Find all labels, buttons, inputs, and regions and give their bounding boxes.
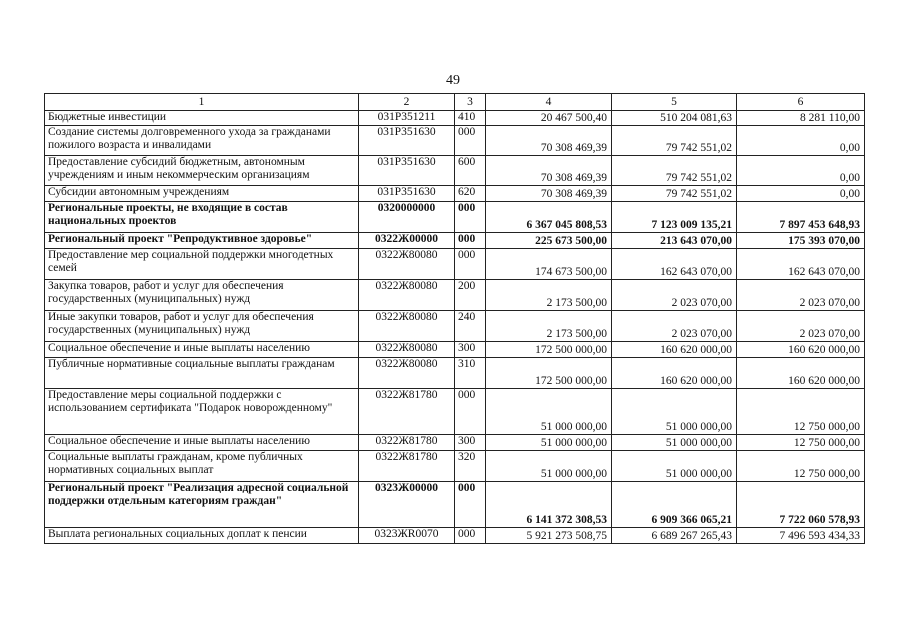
row-code-cell: 031P351630 xyxy=(359,186,455,202)
row-value-col5: 6 689 267 265,43 xyxy=(612,528,737,544)
column-header-6: 6 xyxy=(737,94,865,111)
row-value-col6: 7 722 060 578,93 xyxy=(737,482,865,528)
row-name-cell: Выплата региональных социальных доплат к пенсии xyxy=(45,528,359,544)
row-value-col4: 2 173 500,00 xyxy=(486,280,612,311)
table-row xyxy=(45,435,865,451)
column-header-4: 4 xyxy=(486,94,612,111)
row-value-col4: 2 173 500,00 xyxy=(486,311,612,342)
table-row xyxy=(45,389,865,435)
row-value-col6: 0,00 xyxy=(737,186,865,202)
row-value-col6: 2 023 070,00 xyxy=(737,280,865,311)
row-code-cell: 0322Ж80080 xyxy=(359,342,455,358)
table-row xyxy=(45,280,865,311)
row-value-col5: 7 123 009 135,21 xyxy=(612,202,737,233)
row-kind-cell: 300 xyxy=(455,342,486,358)
column-header-3: 3 xyxy=(455,94,486,111)
row-value-col5: 162 643 070,00 xyxy=(612,249,737,280)
table-header-row xyxy=(45,94,865,111)
row-code-cell: 0322Ж80080 xyxy=(359,311,455,342)
row-name-cell: Создание системы долговременного ухода за гражданами пожилого возраста и инвалидами xyxy=(45,126,359,156)
row-name-cell: Предоставление мер социальной поддержки многодетных семей xyxy=(45,249,359,280)
table-row xyxy=(45,342,865,358)
table-row xyxy=(45,111,865,126)
row-value-col5: 510 204 081,63 xyxy=(612,111,737,126)
row-code-cell: 031P351211 xyxy=(359,111,455,126)
row-code-cell: 031P351630 xyxy=(359,126,455,156)
row-value-col6: 0,00 xyxy=(737,126,865,156)
row-value-col6: 12 750 000,00 xyxy=(737,435,865,451)
row-value-col6: 160 620 000,00 xyxy=(737,358,865,389)
row-name-cell: Бюджетные инвестиции xyxy=(45,111,359,126)
budget-table xyxy=(44,93,865,544)
row-kind-cell: 000 xyxy=(455,528,486,544)
row-value-col5: 160 620 000,00 xyxy=(612,358,737,389)
row-value-col4: 70 308 469,39 xyxy=(486,186,612,202)
row-name-cell: Предоставление меры социальной поддержки с использованием сертификата "Подарок новорожденному" xyxy=(45,389,359,435)
row-name-cell: Региональный проект "Репродуктивное здоровье" xyxy=(45,233,359,249)
row-value-col6: 160 620 000,00 xyxy=(737,342,865,358)
row-value-col5: 51 000 000,00 xyxy=(612,451,737,482)
row-value-col6: 2 023 070,00 xyxy=(737,311,865,342)
row-name-cell: Социальное обеспечение и иные выплаты населению xyxy=(45,435,359,451)
row-name-cell: Субсидии автономным учреждениям xyxy=(45,186,359,202)
table-row xyxy=(45,249,865,280)
table-row xyxy=(45,126,865,156)
row-value-col4: 6 141 372 308,53 xyxy=(486,482,612,528)
row-value-col4: 51 000 000,00 xyxy=(486,435,612,451)
table-row xyxy=(45,186,865,202)
row-value-col4: 174 673 500,00 xyxy=(486,249,612,280)
row-kind-cell: 000 xyxy=(455,233,486,249)
row-value-col6: 7 897 453 648,93 xyxy=(737,202,865,233)
row-value-col5: 51 000 000,00 xyxy=(612,435,737,451)
row-kind-cell: 410 xyxy=(455,111,486,126)
row-name-cell: Публичные нормативные социальные выплаты гражданам xyxy=(45,358,359,389)
row-kind-cell: 000 xyxy=(455,389,486,435)
row-kind-cell: 320 xyxy=(455,451,486,482)
row-value-col4: 225 673 500,00 xyxy=(486,233,612,249)
row-code-cell: 0323ЖR0070 xyxy=(359,528,455,544)
row-kind-cell: 000 xyxy=(455,249,486,280)
row-value-col6: 175 393 070,00 xyxy=(737,233,865,249)
row-kind-cell: 310 xyxy=(455,358,486,389)
row-code-cell: 0322Ж80080 xyxy=(359,358,455,389)
row-value-col5: 2 023 070,00 xyxy=(612,311,737,342)
row-value-col6: 12 750 000,00 xyxy=(737,389,865,435)
row-kind-cell: 000 xyxy=(455,202,486,233)
table-row xyxy=(45,156,865,186)
row-value-col4: 5 921 273 508,75 xyxy=(486,528,612,544)
table-row xyxy=(45,482,865,528)
row-code-cell: 0320000000 xyxy=(359,202,455,233)
row-code-cell: 0323Ж00000 xyxy=(359,482,455,528)
table-row xyxy=(45,202,865,233)
row-kind-cell: 300 xyxy=(455,435,486,451)
row-name-cell: Предоставление субсидий бюджетным, автономным учреждениям и иным некоммерческим организациям xyxy=(45,156,359,186)
table-row xyxy=(45,451,865,482)
column-header-5: 5 xyxy=(612,94,737,111)
table-row xyxy=(45,358,865,389)
row-value-col4: 20 467 500,40 xyxy=(486,111,612,126)
row-value-col5: 6 909 366 065,21 xyxy=(612,482,737,528)
row-value-col4: 51 000 000,00 xyxy=(486,451,612,482)
row-code-cell: 0322Ж80080 xyxy=(359,249,455,280)
row-name-cell: Региональные проекты, не входящие в состав национальных проектов xyxy=(45,202,359,233)
row-value-col5: 79 742 551,02 xyxy=(612,126,737,156)
row-kind-cell: 000 xyxy=(455,126,486,156)
row-name-cell: Закупка товаров, работ и услуг для обеспечения государственных (муниципальных) нужд xyxy=(45,280,359,311)
column-header-2: 2 xyxy=(359,94,455,111)
row-value-col6: 162 643 070,00 xyxy=(737,249,865,280)
row-kind-cell: 240 xyxy=(455,311,486,342)
row-code-cell: 031P351630 xyxy=(359,156,455,186)
row-code-cell: 0322Ж00000 xyxy=(359,233,455,249)
row-kind-cell: 200 xyxy=(455,280,486,311)
row-value-col5: 213 643 070,00 xyxy=(612,233,737,249)
row-value-col6: 12 750 000,00 xyxy=(737,451,865,482)
row-code-cell: 0322Ж81780 xyxy=(359,389,455,435)
row-value-col4: 70 308 469,39 xyxy=(486,156,612,186)
row-kind-cell: 600 xyxy=(455,156,486,186)
row-value-col4: 6 367 045 808,53 xyxy=(486,202,612,233)
row-value-col5: 79 742 551,02 xyxy=(612,156,737,186)
row-value-col5: 51 000 000,00 xyxy=(612,389,737,435)
row-value-col4: 70 308 469,39 xyxy=(486,126,612,156)
table-row xyxy=(45,528,865,544)
row-name-cell: Региональный проект "Реализация адресной социальной поддержки отдельным категориям граждан" xyxy=(45,482,359,528)
row-name-cell: Социальные выплаты гражданам, кроме публичных нормативных социальных выплат xyxy=(45,451,359,482)
row-name-cell: Социальное обеспечение и иные выплаты населению xyxy=(45,342,359,358)
page-number: 49 xyxy=(446,73,460,88)
row-value-col6: 7 496 593 434,33 xyxy=(737,528,865,544)
column-header-1: 1 xyxy=(45,94,359,111)
row-value-col6: 0,00 xyxy=(737,156,865,186)
row-value-col4: 172 500 000,00 xyxy=(486,358,612,389)
row-value-col4: 51 000 000,00 xyxy=(486,389,612,435)
table-row xyxy=(45,311,865,342)
row-value-col5: 79 742 551,02 xyxy=(612,186,737,202)
row-value-col5: 2 023 070,00 xyxy=(612,280,737,311)
row-name-cell: Иные закупки товаров, работ и услуг для обеспечения государственных (муниципальных) нужд xyxy=(45,311,359,342)
row-code-cell: 0322Ж81780 xyxy=(359,451,455,482)
row-kind-cell: 000 xyxy=(455,482,486,528)
row-code-cell: 0322Ж80080 xyxy=(359,280,455,311)
table-row xyxy=(45,233,865,249)
row-kind-cell: 620 xyxy=(455,186,486,202)
row-value-col5: 160 620 000,00 xyxy=(612,342,737,358)
row-value-col6: 8 281 110,00 xyxy=(737,111,865,126)
row-value-col4: 172 500 000,00 xyxy=(486,342,612,358)
row-code-cell: 0322Ж81780 xyxy=(359,435,455,451)
